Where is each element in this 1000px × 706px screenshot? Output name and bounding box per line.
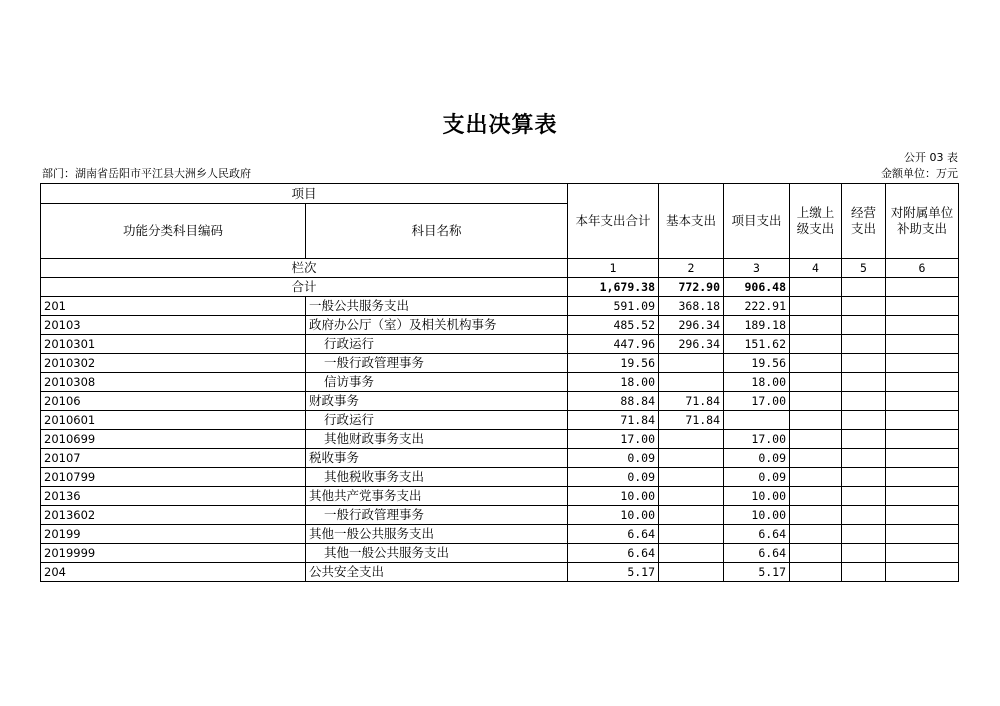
basic-amount-cell	[659, 449, 724, 468]
total-amount-cell: 485.52	[568, 316, 659, 335]
basic-amount-cell: 71.84	[659, 392, 724, 411]
operating-amount-cell	[842, 544, 886, 563]
basic-amount-cell	[659, 487, 724, 506]
account-code-cell: 20106	[41, 392, 306, 411]
project-amount-cell: 18.00	[724, 373, 790, 392]
project-amount-cell: 17.00	[724, 430, 790, 449]
account-code-cell: 201	[41, 297, 306, 316]
table-row	[41, 487, 959, 506]
account-name-cell: 一般行政管理事务	[306, 354, 568, 373]
table-row	[41, 449, 959, 468]
total-operating	[842, 278, 886, 297]
account-code-cell: 20136	[41, 487, 306, 506]
basic-amount-cell	[659, 544, 724, 563]
operating-amount-cell	[842, 335, 886, 354]
upper-amount-cell	[790, 354, 842, 373]
project-amount-cell: 10.00	[724, 506, 790, 525]
basic-amount-cell	[659, 525, 724, 544]
basic-amount-cell	[659, 563, 724, 582]
basic-amount-cell: 296.34	[659, 316, 724, 335]
account-name-cell: 政府办公厅（室）及相关机构事务	[306, 316, 568, 335]
subsidy-amount-cell	[886, 335, 959, 354]
account-name-cell: 税收事务	[306, 449, 568, 468]
account-code-cell: 20103	[41, 316, 306, 335]
table-row	[41, 525, 959, 544]
account-code-cell: 2010699	[41, 430, 306, 449]
amount-unit-label: 金额单位：万元	[881, 167, 958, 180]
account-name-cell: 其他一般公共服务支出	[306, 525, 568, 544]
expenditure-table	[40, 183, 959, 582]
account-code-cell: 20199	[41, 525, 306, 544]
subsidy-amount-cell	[886, 411, 959, 430]
header-basic: 基本支出	[659, 184, 724, 259]
project-amount-cell: 151.62	[724, 335, 790, 354]
column-number-label: 栏次	[41, 259, 568, 278]
upper-amount-cell	[790, 449, 842, 468]
subsidy-amount-cell	[886, 449, 959, 468]
total-subsidy	[886, 278, 959, 297]
project-amount-cell: 19.56	[724, 354, 790, 373]
operating-amount-cell	[842, 563, 886, 582]
account-name-cell: 其他一般公共服务支出	[306, 544, 568, 563]
upper-amount-cell	[790, 297, 842, 316]
header-subsidy: 对附属单位补助支出	[886, 184, 959, 259]
header-upper: 上缴上级支出	[790, 184, 842, 259]
account-name-cell: 行政运行	[306, 335, 568, 354]
table-row	[41, 354, 959, 373]
account-name-cell: 一般行政管理事务	[306, 506, 568, 525]
total-amount-cell: 88.84	[568, 392, 659, 411]
total-amount-cell: 6.64	[568, 544, 659, 563]
subsidy-amount-cell	[886, 297, 959, 316]
upper-amount-cell	[790, 544, 842, 563]
account-code-cell: 2010302	[41, 354, 306, 373]
project-amount-cell: 6.64	[724, 525, 790, 544]
header-code: 功能分类科目编码	[41, 204, 306, 259]
account-code-cell: 2013602	[41, 506, 306, 525]
operating-amount-cell	[842, 373, 886, 392]
upper-amount-cell	[790, 411, 842, 430]
subsidy-amount-cell	[886, 544, 959, 563]
table-row	[41, 563, 959, 582]
project-amount-cell: 0.09	[724, 468, 790, 487]
total-amount-cell: 5.17	[568, 563, 659, 582]
operating-amount-cell	[842, 316, 886, 335]
subsidy-amount-cell	[886, 392, 959, 411]
table-row	[41, 411, 959, 430]
operating-amount-cell	[842, 506, 886, 525]
table-row	[41, 468, 959, 487]
basic-amount-cell	[659, 354, 724, 373]
header-project: 项目支出	[724, 184, 790, 259]
project-amount-cell: 0.09	[724, 449, 790, 468]
table-row	[41, 335, 959, 354]
account-name-cell: 信访事务	[306, 373, 568, 392]
basic-amount-cell	[659, 373, 724, 392]
project-amount-cell: 6.64	[724, 544, 790, 563]
table-row	[41, 544, 959, 563]
subsidy-amount-cell	[886, 430, 959, 449]
column-number: 1	[568, 259, 659, 278]
table-row	[41, 316, 959, 335]
subsidy-amount-cell	[886, 468, 959, 487]
total-amount-cell: 17.00	[568, 430, 659, 449]
account-code-cell: 2019999	[41, 544, 306, 563]
total-amount-cell: 10.00	[568, 487, 659, 506]
account-name-cell: 其他共产党事务支出	[306, 487, 568, 506]
operating-amount-cell	[842, 430, 886, 449]
subsidy-amount-cell	[886, 563, 959, 582]
header-total: 本年支出合计	[568, 184, 659, 259]
column-number: 3	[724, 259, 790, 278]
basic-amount-cell	[659, 506, 724, 525]
project-amount-cell: 222.91	[724, 297, 790, 316]
project-amount-cell: 5.17	[724, 563, 790, 582]
table-row	[41, 392, 959, 411]
header-item: 项目	[41, 184, 568, 204]
total-amount-cell: 447.96	[568, 335, 659, 354]
account-name-cell: 一般公共服务支出	[306, 297, 568, 316]
subsidy-amount-cell	[886, 354, 959, 373]
table-row	[41, 506, 959, 525]
basic-amount-cell: 368.18	[659, 297, 724, 316]
subsidy-amount-cell	[886, 487, 959, 506]
operating-amount-cell	[842, 354, 886, 373]
account-code-cell: 20107	[41, 449, 306, 468]
operating-amount-cell	[842, 525, 886, 544]
upper-amount-cell	[790, 430, 842, 449]
column-number-row	[41, 259, 959, 278]
project-amount-cell: 17.00	[724, 392, 790, 411]
operating-amount-cell	[842, 449, 886, 468]
upper-amount-cell	[790, 506, 842, 525]
total-amount-cell: 18.00	[568, 373, 659, 392]
upper-amount-cell	[790, 335, 842, 354]
upper-amount-cell	[790, 373, 842, 392]
column-number: 4	[790, 259, 842, 278]
account-name-cell: 其他财政事务支出	[306, 430, 568, 449]
header-name: 科目名称	[306, 204, 568, 259]
upper-amount-cell	[790, 525, 842, 544]
department-label: 部门：湖南省岳阳市平江县大洲乡人民政府	[42, 167, 251, 180]
total-row	[41, 278, 959, 297]
total-basic: 772.90	[659, 278, 724, 297]
subsidy-amount-cell	[886, 506, 959, 525]
subsidy-amount-cell	[886, 373, 959, 392]
project-amount-cell: 10.00	[724, 487, 790, 506]
account-name-cell: 其他税收事务支出	[306, 468, 568, 487]
total-label: 合计	[41, 278, 568, 297]
table-row	[41, 430, 959, 449]
upper-amount-cell	[790, 468, 842, 487]
table-row	[41, 297, 959, 316]
operating-amount-cell	[842, 297, 886, 316]
account-code-cell: 2010301	[41, 335, 306, 354]
operating-amount-cell	[842, 468, 886, 487]
account-code-cell: 204	[41, 563, 306, 582]
total-project: 906.48	[724, 278, 790, 297]
upper-amount-cell	[790, 563, 842, 582]
table-row	[41, 373, 959, 392]
account-name-cell: 财政事务	[306, 392, 568, 411]
operating-amount-cell	[842, 487, 886, 506]
account-name-cell: 公共安全支出	[306, 563, 568, 582]
page-title: 支出决算表	[442, 112, 558, 138]
account-name-cell: 行政运行	[306, 411, 568, 430]
basic-amount-cell	[659, 468, 724, 487]
total-amount-cell: 19.56	[568, 354, 659, 373]
project-amount-cell	[724, 411, 790, 430]
total-upper	[790, 278, 842, 297]
total-amount-cell: 0.09	[568, 468, 659, 487]
project-amount-cell: 189.18	[724, 316, 790, 335]
account-code-cell: 2010601	[41, 411, 306, 430]
total-amount-cell: 0.09	[568, 449, 659, 468]
subsidy-amount-cell	[886, 525, 959, 544]
form-number: 公开 03 表	[904, 151, 958, 164]
column-number: 6	[886, 259, 959, 278]
account-code-cell: 2010308	[41, 373, 306, 392]
column-number: 5	[842, 259, 886, 278]
account-code-cell: 2010799	[41, 468, 306, 487]
subsidy-amount-cell	[886, 316, 959, 335]
upper-amount-cell	[790, 316, 842, 335]
basic-amount-cell: 71.84	[659, 411, 724, 430]
total-sum: 1,679.38	[568, 278, 659, 297]
total-amount-cell: 591.09	[568, 297, 659, 316]
operating-amount-cell	[842, 392, 886, 411]
header-operating: 经营支出	[842, 184, 886, 259]
column-number: 2	[659, 259, 724, 278]
operating-amount-cell	[842, 411, 886, 430]
upper-amount-cell	[790, 487, 842, 506]
upper-amount-cell	[790, 392, 842, 411]
total-amount-cell: 10.00	[568, 506, 659, 525]
total-amount-cell: 6.64	[568, 525, 659, 544]
total-amount-cell: 71.84	[568, 411, 659, 430]
basic-amount-cell	[659, 430, 724, 449]
basic-amount-cell: 296.34	[659, 335, 724, 354]
